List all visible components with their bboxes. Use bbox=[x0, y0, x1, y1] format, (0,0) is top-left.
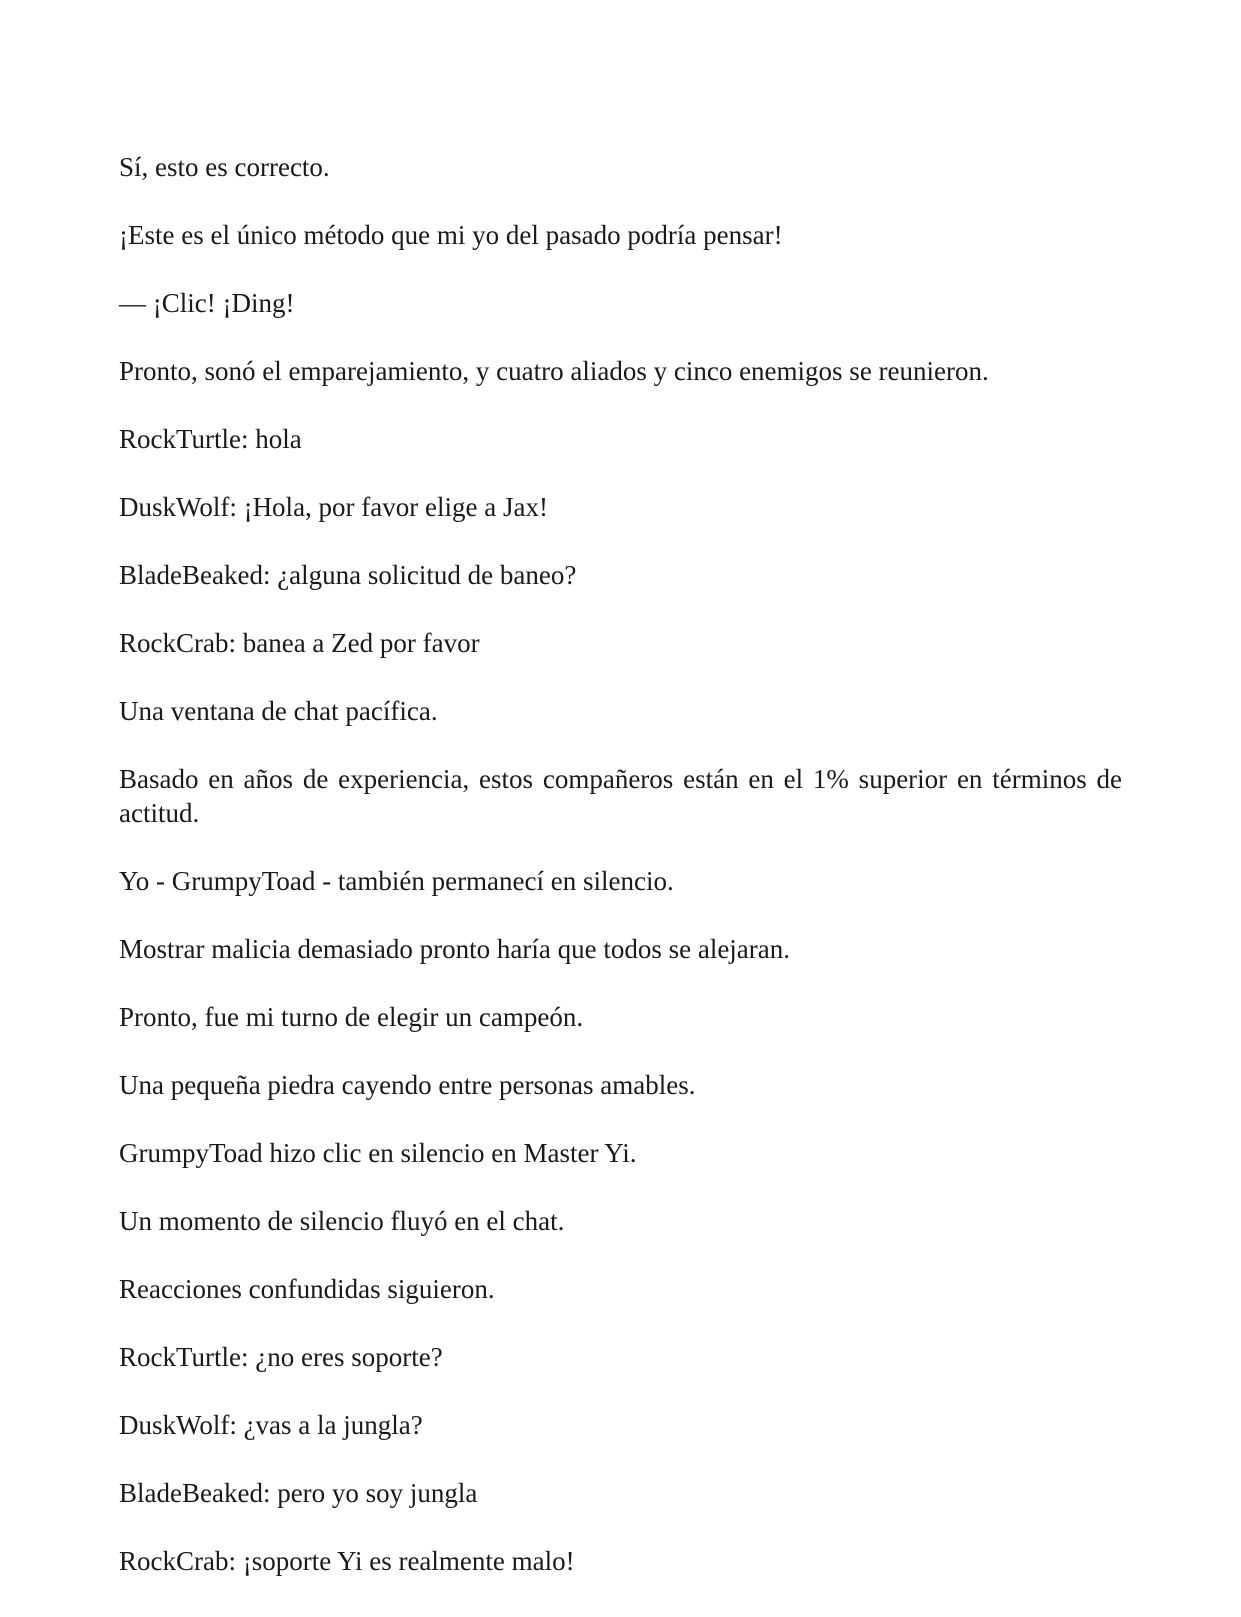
paragraph: Yo - GrumpyToad - también permanecí en silencio. bbox=[119, 866, 674, 896]
chat-line: RockTurtle: ¿no eres soporte? bbox=[119, 1342, 443, 1372]
chat-line: RockCrab: ¡soporte Yi es realmente malo! bbox=[119, 1546, 575, 1576]
paragraph: Una pequeña piedra cayendo entre personas amables. bbox=[119, 1070, 696, 1100]
paragraph: Pronto, sonó el emparejamiento, y cuatro aliados y cinco enemigos se reunieron. bbox=[119, 356, 989, 386]
paragraph: Basado en años de experiencia, estos compañeros están en el 1% superior en términos de actitud. bbox=[119, 764, 1122, 828]
chat-line: DuskWolf: ¡Hola, por favor elige a Jax! bbox=[119, 492, 548, 522]
chat-line: BladeBeaked: ¿alguna solicitud de baneo? bbox=[119, 560, 577, 590]
paragraph: GrumpyToad hizo clic en silencio en Master Yi. bbox=[119, 1138, 637, 1168]
chat-line: DuskWolf: ¿vas a la jungla? bbox=[119, 1410, 423, 1440]
paragraph: ¡Este es el único método que mi yo del pasado podría pensar! bbox=[119, 220, 783, 250]
paragraph: Sí, esto es correcto. bbox=[119, 152, 330, 182]
paragraph: Un momento de silencio fluyó en el chat. bbox=[119, 1206, 565, 1236]
paragraph: Una ventana de chat pacífica. bbox=[119, 696, 438, 726]
document-body bbox=[119, 150, 1122, 1612]
paragraph: — ¡Clic! ¡Ding! bbox=[119, 288, 295, 318]
paragraph: Mostrar malicia demasiado pronto haría que todos se alejaran. bbox=[119, 934, 791, 964]
chat-line: BladeBeaked: pero yo soy jungla bbox=[119, 1478, 478, 1508]
paragraph: Pronto, fue mi turno de elegir un campeón. bbox=[119, 1002, 584, 1032]
chat-line: RockCrab: banea a Zed por favor bbox=[119, 628, 480, 658]
chat-line: RockTurtle: hola bbox=[119, 424, 302, 454]
paragraph: Reacciones confundidas siguieron. bbox=[119, 1274, 495, 1304]
